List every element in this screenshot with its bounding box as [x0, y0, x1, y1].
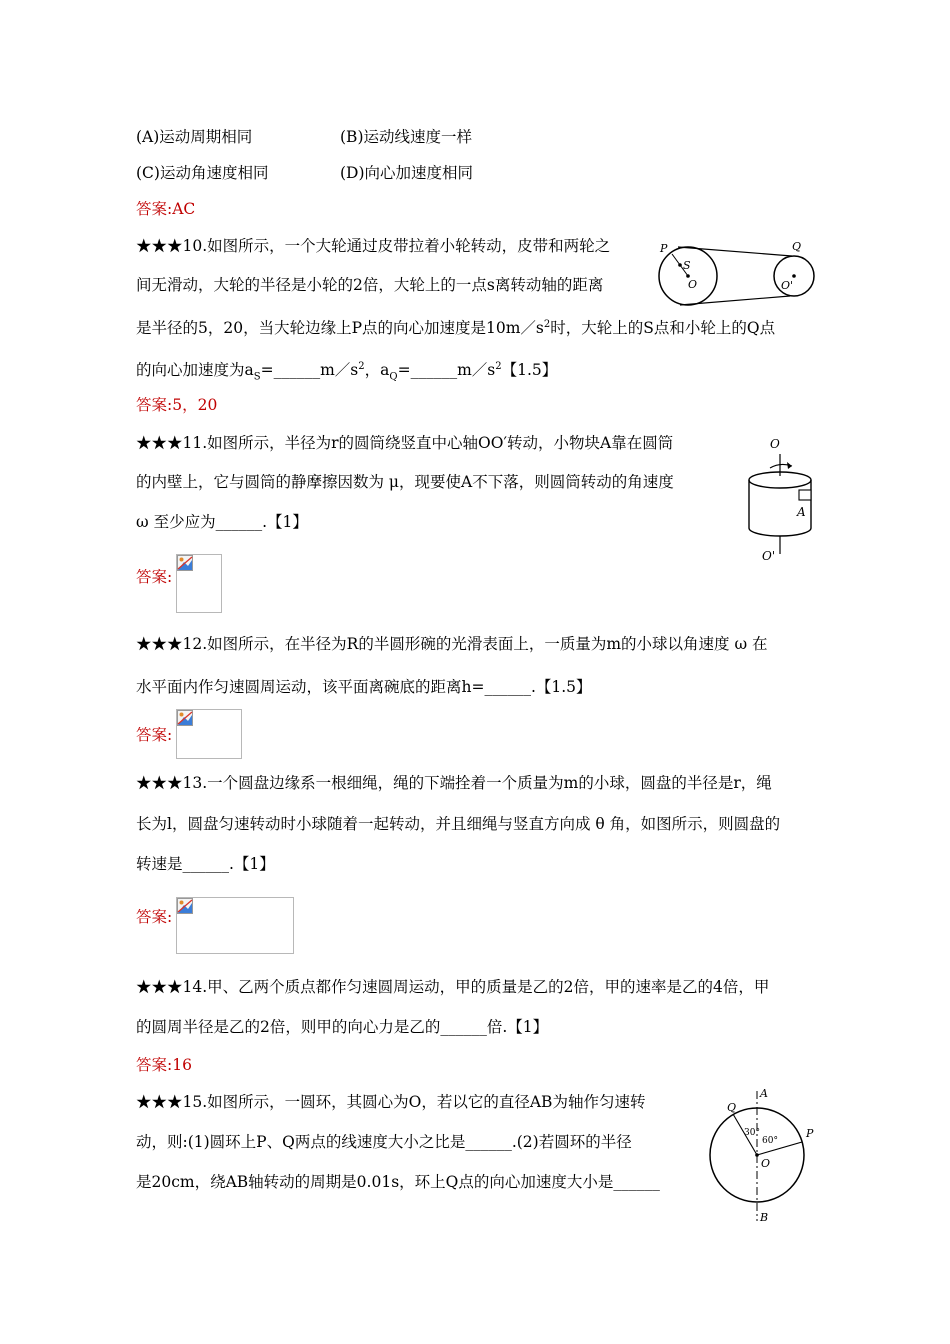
label-s: S: [683, 259, 691, 272]
q14-line-1: ★★★14.甲、乙两个质点都作匀速圆周运动，甲的质量是乙的2倍，甲的速率是乙的4倍，甲: [136, 978, 770, 996]
q10-line-4d: =______m／s: [397, 361, 496, 380]
label-o: O: [761, 1157, 771, 1170]
q15-line-3: 是20cm，绕AB轴转动的周期是0.01s，环上Q点的向心加速度大小是______: [136, 1173, 660, 1191]
q11-line-1: ★★★11.如图所示，半径为r的圆筒绕竖直中心轴OO′转动，小物块A靠在圆筒: [136, 434, 674, 452]
q11-line-2: 的内壁上，它与圆筒的静摩擦因数为 μ，现要使A不下落，则圆筒转动的角速度: [136, 473, 674, 491]
q10-line-4c: ，a: [364, 361, 390, 380]
answer-14: 答案:16: [136, 1056, 192, 1074]
q10-sup: 2: [543, 319, 551, 330]
q10-line-3: [136, 314, 775, 339]
q15-line-1: ★★★15.如图所示，一圆环，其圆心为O，若以它的直径AB为轴作匀速转: [136, 1093, 646, 1111]
cylinder-bottom: [749, 528, 811, 536]
cylinder-figure: [740, 430, 820, 565]
label-p: P: [806, 1127, 814, 1140]
q15-line-2: 动，则:(1)圆环上P、Q两点的线速度大小之比是______.(2)若圆环的半径: [136, 1133, 632, 1151]
option-d: (D)向心加速度相同: [340, 164, 474, 182]
q10-line-4e: 【1.5】: [501, 361, 558, 380]
label-b: B: [760, 1211, 769, 1224]
broken-image-12: [176, 709, 242, 759]
q10-line-3b: 时，大轮上的S点和小轮上的Q点: [550, 319, 776, 338]
broken-image-icon: [177, 710, 193, 726]
q11-line-3: ω 至少应为______.【1】: [136, 513, 308, 531]
label-o-prime: O': [762, 549, 776, 563]
label-q: Q: [792, 240, 802, 253]
option-c: (C)运动角速度相同: [136, 164, 269, 182]
q10-line-3a: 是半径的5，20，当大轮边缘上P点的向心加速度是10m／s: [136, 319, 544, 338]
point-s: [678, 263, 682, 267]
answer-11-label: 答案:: [136, 568, 173, 586]
q13-line-1: ★★★13.一个圆盘边缘系一根细绳，绳的下端拴着一个质量为m的小球，圆盘的半径是r，绳: [136, 774, 772, 792]
option-a: (A)运动周期相同: [136, 128, 253, 146]
label-p: P: [660, 242, 668, 255]
answer-9: 答案:AC: [136, 200, 196, 218]
q12-line-1: ★★★12.如图所示，在半径为R的半圆形碗的光滑表面上，一质量为m的小球以角速度 ω 在: [136, 635, 768, 653]
answer-13-label: 答案:: [136, 908, 173, 926]
answer-10: 答案:5，20: [136, 396, 218, 414]
q10-sub-q: Q: [389, 371, 398, 383]
label-a: A: [797, 505, 806, 519]
q10-line-1: ★★★10.如图所示，一个大轮通过皮带拉着小轮转动，皮带和两轮之: [136, 237, 611, 255]
q10-line-4b: =______m／s: [260, 361, 359, 380]
belt-top: [678, 247, 792, 256]
q13-line-2: 长为l，圆盘匀速转动时小球随着一起转动，并且细绳与竖直方向成 θ 角，如图所示，则圆盘的: [136, 815, 781, 833]
answer-12-label: 答案:: [136, 726, 173, 744]
center-o: [755, 1153, 759, 1157]
label-angle-60: 60°: [762, 1136, 778, 1146]
option-b: (B)运动线速度一样: [340, 128, 472, 146]
center-o-prime: [792, 274, 796, 278]
label-o: O: [688, 278, 698, 291]
label-o-top: O: [770, 437, 780, 451]
q12-line-2: 水平面内作匀速圆周运动，该平面离碗底的距离h=______.【1.5】: [136, 678, 592, 696]
ring-figure: [700, 1085, 825, 1225]
q10-line-2: 间无滑动，大轮的半径是小轮的2倍，大轮上的一点s离转动轴的距离: [136, 276, 604, 294]
label-angle-30: 30°: [744, 1128, 760, 1138]
block-a: [799, 490, 811, 500]
label-o-prime: O': [781, 279, 794, 292]
belt-pulley-figure: [640, 232, 820, 312]
rotation-arrowhead: [787, 462, 792, 469]
label-a: A: [760, 1087, 768, 1100]
broken-image-icon: [177, 898, 193, 914]
q14-line-2: 的圆周半径是乙的2倍，则甲的向心力是乙的______倍.【1】: [136, 1018, 549, 1036]
q10-sup-2: 2: [495, 361, 502, 372]
broken-image-13: [176, 897, 294, 954]
q13-line-3: 转速是______.【1】: [136, 855, 275, 873]
q10-sub-s: S: [253, 371, 261, 383]
q10-line-4a: 的向心加速度为a: [136, 361, 254, 380]
belt-bottom: [680, 296, 790, 305]
broken-image-icon: [177, 555, 193, 571]
q10-sup-1: 2: [358, 361, 365, 372]
broken-image-11: [176, 554, 222, 613]
label-q: Q: [727, 1101, 737, 1114]
q10-line-4: [136, 356, 557, 388]
